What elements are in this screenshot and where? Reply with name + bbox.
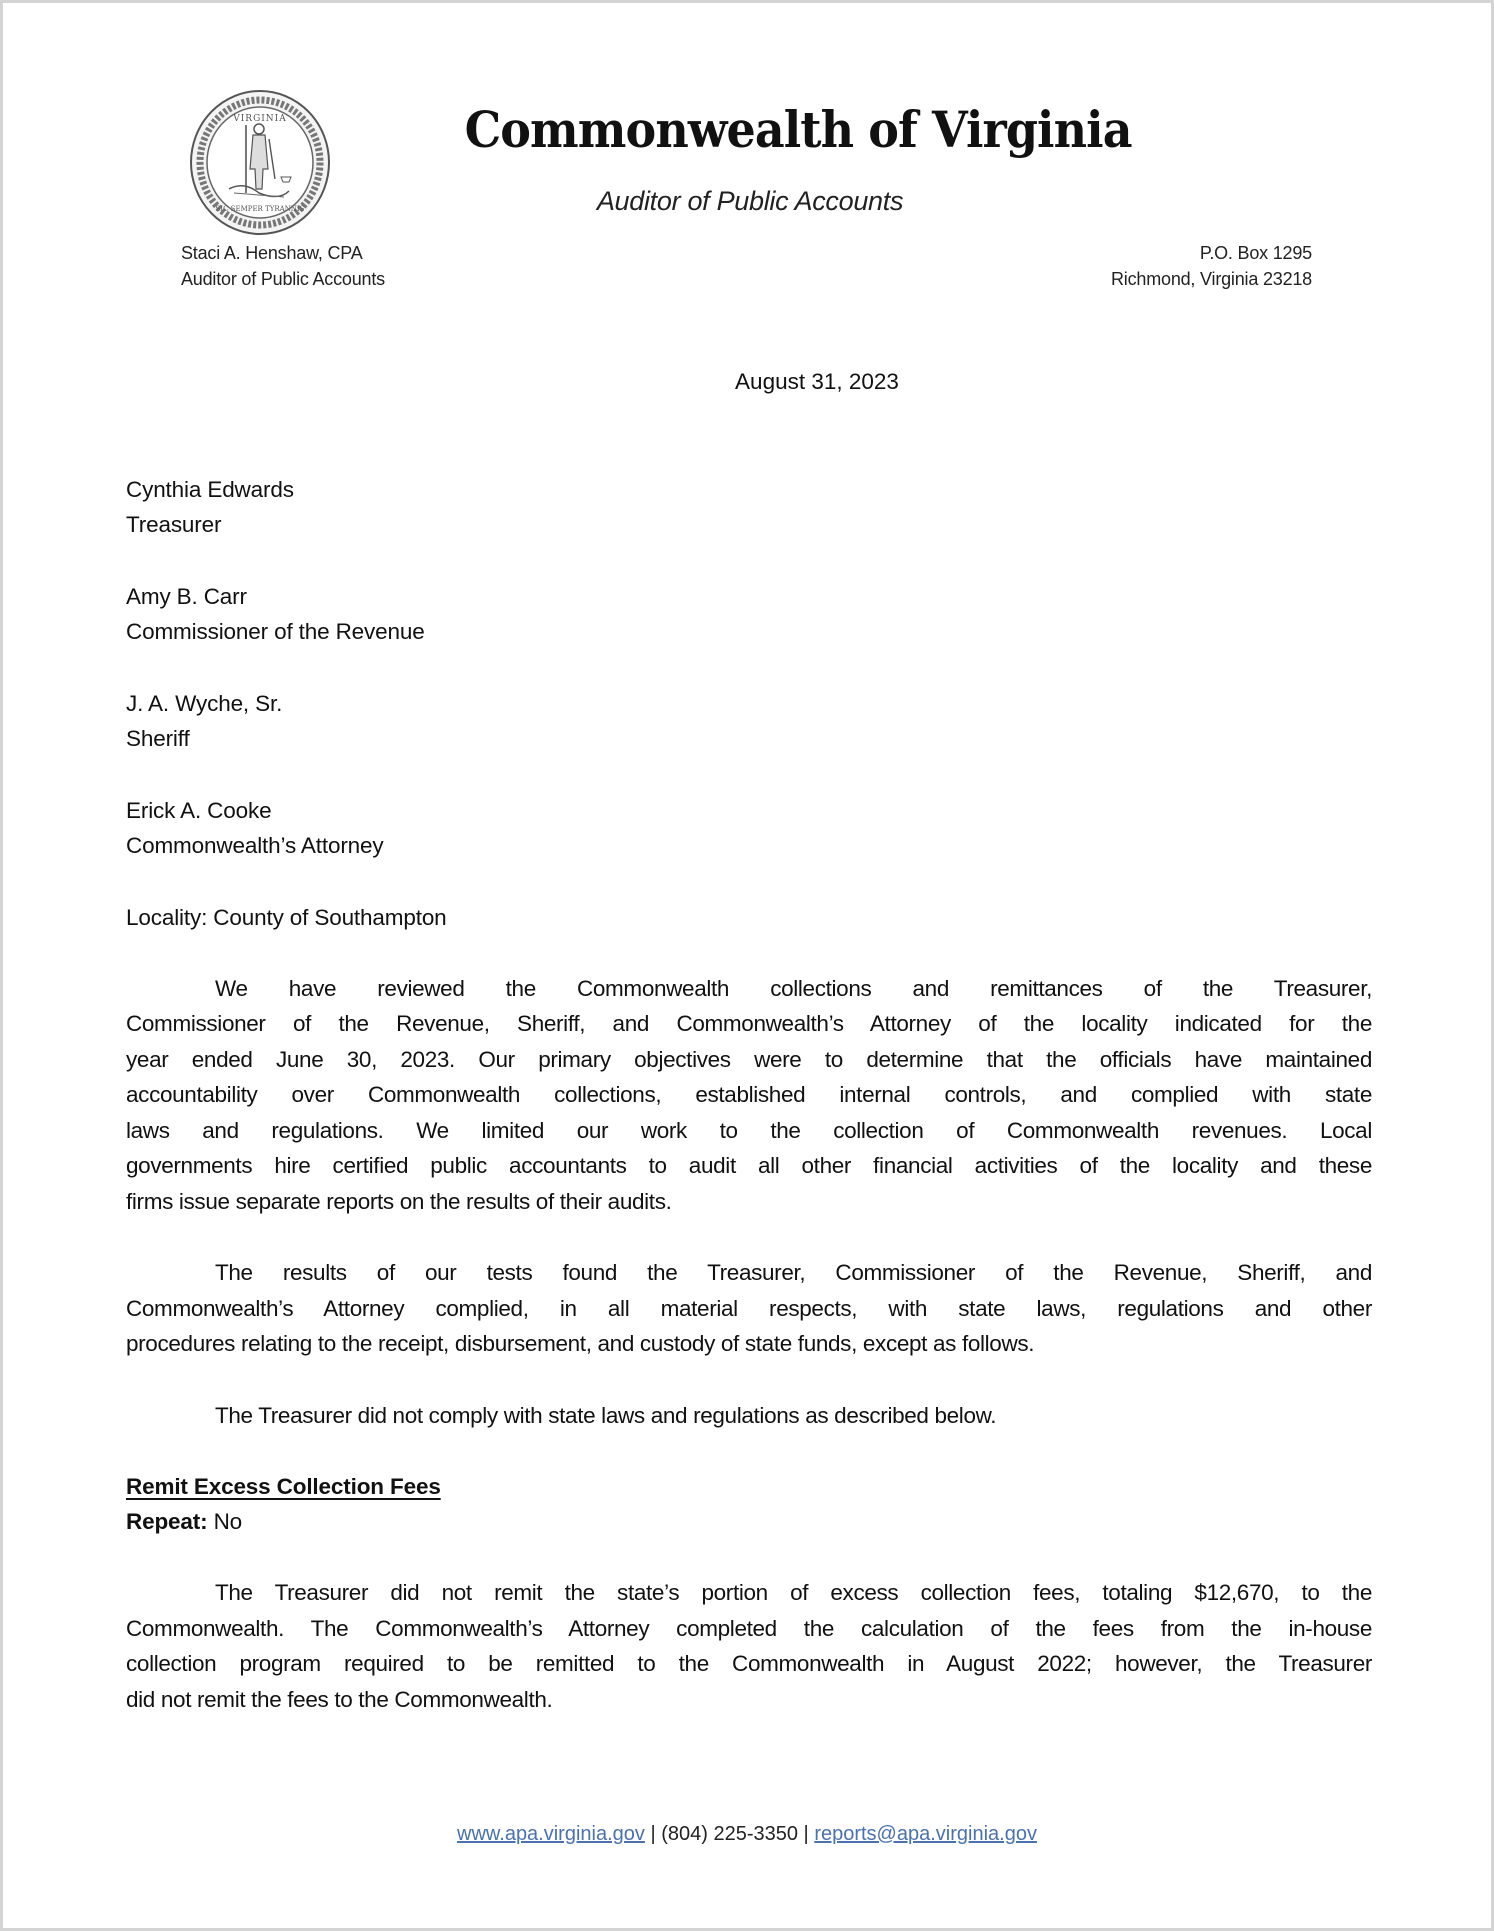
paragraph-line: The Treasurer did not comply with state laws and regulations as described below. [215, 1402, 997, 1428]
paragraph-scope [126, 971, 1372, 1220]
paragraph-line: year ended June 30, 2023. Our primary objectives were to determine that the officials have maintained [126, 1046, 1372, 1072]
footer-separator: | [798, 1823, 815, 1845]
paragraph-line: We have reviewed the Commonwealth collections and remittances of the Treasurer, [215, 975, 1372, 1001]
paragraph-line: governments hire certified public accountants to audit all other financial activities of the locality and these [126, 1153, 1372, 1179]
city-state-zip: Richmond, Virginia 23218 [1111, 269, 1312, 289]
svg-text:SIC SEMPER TYRANNIS: SIC SEMPER TYRANNIS [215, 205, 305, 213]
paragraph-finding-detail [126, 1575, 1372, 1717]
recipient-title: Sheriff [126, 726, 190, 751]
auditor-title: Auditor of Public Accounts [181, 269, 385, 289]
paragraph-line: firms issue separate reports on the results of their audits. [126, 1189, 672, 1215]
virginia-seal-icon [189, 89, 331, 236]
letter-date: August 31, 2023 [735, 369, 899, 394]
paragraph-line: did not remit the fees to the Commonwealth. [126, 1686, 553, 1712]
recipient-name: Erick A. Cooke [126, 797, 272, 823]
auditor-name: Staci A. Henshaw, CPA [181, 243, 363, 263]
recipient-title: Commonwealth’s Attorney [126, 833, 384, 858]
paragraph-line: Commonwealth. The Commonwealth’s Attorney completed the calculation of the fees from the in-house [126, 1615, 1372, 1641]
recipient-name: J. A. Wyche, Sr. [126, 690, 283, 716]
recipient-title: Treasurer [126, 512, 222, 537]
recipient-title: Commissioner of the Revenue [126, 619, 425, 644]
page-footer [0, 1820, 1494, 1848]
recipient-name: Amy B. Carr [126, 583, 247, 609]
finding-heading: Remit Excess Collection Fees [126, 1473, 441, 1499]
paragraph-line: The Treasurer did not remit the state’s portion of excess collection fees, totaling $12,670, to the [215, 1580, 1372, 1605]
auditor-address-block [181, 240, 385, 292]
footer-phone: (804) 225-3350 [661, 1823, 798, 1845]
po-box: P.O. Box 1295 [1199, 243, 1312, 263]
mailing-address-block [1111, 240, 1312, 292]
paragraph-results [126, 1255, 1372, 1362]
recipient-name: Cynthia Edwards [126, 476, 294, 502]
paragraph-line: Commissioner of the Revenue, Sheriff, and Commonwealth’s Attorney of the locality indicated for the [126, 1011, 1372, 1037]
paragraph-noncompliance [126, 1398, 1372, 1434]
paragraph-line: collection program required to be remitted to the Commonwealth in August 2022; however, the Treasurer [126, 1651, 1372, 1677]
letterhead-title: Commonwealth of Virginia [464, 100, 1132, 159]
svg-text:VIRGINIA: VIRGINIA [233, 114, 287, 124]
email-link[interactable]: reports@apa.virginia.gov [814, 1823, 1037, 1845]
repeat-value: No [207, 1509, 243, 1534]
finding-repeat [126, 1504, 242, 1540]
repeat-label: Repeat: [126, 1509, 208, 1534]
paragraph-line: The results of our tests found the Treasurer, Commissioner of the Revenue, Sheriff, and [215, 1260, 1372, 1285]
paragraph-line: laws and regulations. We limited our work to the collection of Commonwealth revenues. Local [126, 1117, 1372, 1143]
locality-line: Locality: County of Southampton [126, 904, 447, 930]
letterhead-subtitle: Auditor of Public Accounts [596, 186, 904, 216]
footer-separator: | [644, 1823, 662, 1845]
paragraph-line: procedures relating to the receipt, disbursement, and custody of state funds, except as follows. [126, 1331, 1035, 1357]
website-link[interactable]: www.apa.virginia.gov [457, 1823, 645, 1845]
paragraph-line: Commonwealth’s Attorney complied, in all material respects, with state laws, regulations and other [126, 1295, 1372, 1321]
paragraph-line: accountability over Commonwealth collections, established internal controls, and complied with state [126, 1082, 1372, 1108]
